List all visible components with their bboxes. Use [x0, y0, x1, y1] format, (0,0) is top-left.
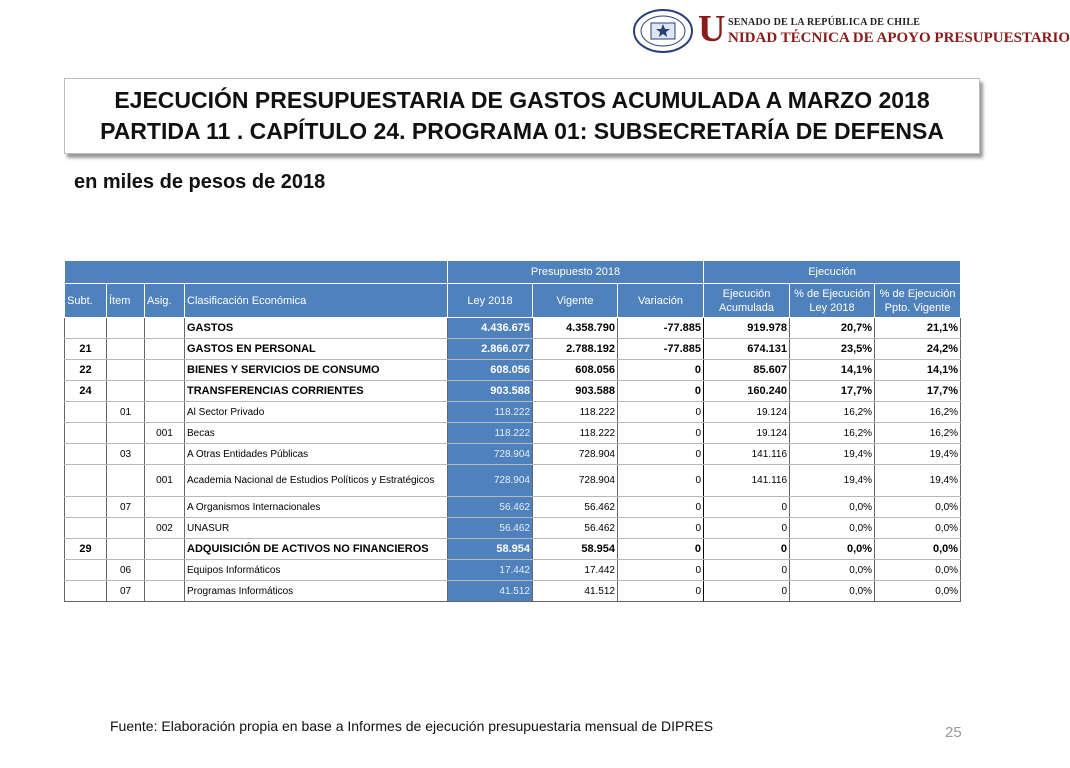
cell-ejecucion: 919.978 — [704, 318, 790, 339]
source-note: Fuente: Elaboración propia en base a Informes de ejecución presupuestaria mensual de DIPRES — [110, 718, 714, 734]
budget-table — [64, 260, 961, 602]
cell-pct-ley: 16,2% — [790, 402, 875, 423]
cell-clasificacion: Equipos Informáticos — [185, 560, 448, 581]
cell-vigente: 56.462 — [533, 518, 618, 539]
cell-pct-vigente: 0,0% — [875, 560, 961, 581]
cell-pct-ley: 19,4% — [790, 444, 875, 465]
subtitle: en miles de pesos de 2018 — [74, 171, 326, 193]
header-ley: Ley 2018 — [448, 284, 533, 318]
cell-variacion: -77.885 — [618, 339, 704, 360]
cell-vigente: 41.512 — [533, 581, 618, 602]
header-variacion: Variación — [618, 284, 704, 318]
header-asig: Asig. — [145, 284, 185, 318]
cell-clasificacion: BIENES Y SERVICIOS DE CONSUMO — [185, 360, 448, 381]
cell-subt: 29 — [65, 539, 107, 560]
cell-vigente: 118.222 — [533, 423, 618, 444]
header-pct-vigente-l2: Ppto. Vigente — [884, 301, 951, 314]
table-row — [65, 560, 961, 581]
cell-item: 07 — [107, 581, 145, 602]
table-row — [65, 402, 961, 423]
cell-pct-vigente: 24,2% — [875, 339, 961, 360]
cell-clasificacion: Programas Informáticos — [185, 581, 448, 602]
header-pct-ley-l1: % de Ejecución — [794, 287, 870, 300]
cell-asig — [145, 560, 185, 581]
cell-vigente: 17.442 — [533, 560, 618, 581]
cell-asig — [145, 381, 185, 402]
cell-pct-ley: 0,0% — [790, 560, 875, 581]
cell-ley: 2.866.077 — [448, 339, 533, 360]
cell-subt — [65, 402, 107, 423]
cell-ley: 4.436.675 — [448, 318, 533, 339]
cell-ejecucion: 141.116 — [704, 444, 790, 465]
cell-item — [107, 339, 145, 360]
table-row — [65, 518, 961, 539]
table-body — [65, 318, 961, 602]
cell-vigente: 2.788.192 — [533, 339, 618, 360]
table-row — [65, 360, 961, 381]
cell-clasificacion: TRANSFERENCIAS CORRIENTES — [185, 381, 448, 402]
cell-ejecucion: 0 — [704, 518, 790, 539]
cell-ejecucion: 85.607 — [704, 360, 790, 381]
table-row — [65, 497, 961, 518]
cell-asig — [145, 497, 185, 518]
table-row — [65, 381, 961, 402]
cell-item: 07 — [107, 497, 145, 518]
cell-item: 03 — [107, 444, 145, 465]
cell-item — [107, 423, 145, 444]
cell-clasificacion: Becas — [185, 423, 448, 444]
header-pct-vigente-l1: % de Ejecución — [879, 287, 956, 300]
group-header-ejecucion: Ejecución — [704, 261, 961, 284]
cell-ejecucion: 0 — [704, 560, 790, 581]
cell-ley: 903.588 — [448, 381, 533, 402]
cell-pct-ley: 23,5% — [790, 339, 875, 360]
cell-ley: 58.954 — [448, 539, 533, 560]
cell-vigente: 608.056 — [533, 360, 618, 381]
cell-variacion: 0 — [618, 465, 704, 497]
cell-variacion: 0 — [618, 444, 704, 465]
cell-vigente: 118.222 — [533, 402, 618, 423]
table-row — [65, 339, 961, 360]
cell-ejecucion: 19.124 — [704, 402, 790, 423]
cell-subt — [65, 560, 107, 581]
header-blank — [65, 261, 448, 284]
cell-subt — [65, 518, 107, 539]
cell-pct-vigente: 0,0% — [875, 497, 961, 518]
cell-pct-ley: 16,2% — [790, 423, 875, 444]
header-vigente: Vigente — [533, 284, 618, 318]
cell-ley: 41.512 — [448, 581, 533, 602]
cell-clasificacion: UNASUR — [185, 518, 448, 539]
cell-item: 01 — [107, 402, 145, 423]
cell-clasificacion: GASTOS — [185, 318, 448, 339]
header-subt: Subt. — [65, 284, 107, 318]
header-pct-vigente — [875, 284, 961, 318]
cell-asig — [145, 360, 185, 381]
cell-subt — [65, 465, 107, 497]
cell-clasificacion: A Organismos Internacionales — [185, 497, 448, 518]
cell-pct-vigente: 0,0% — [875, 581, 961, 602]
cell-vigente: 728.904 — [533, 444, 618, 465]
cell-pct-vigente: 17,7% — [875, 381, 961, 402]
table-row — [65, 539, 961, 560]
cell-pct-vigente: 21,1% — [875, 318, 961, 339]
cell-variacion: 0 — [618, 497, 704, 518]
cell-ley: 728.904 — [448, 444, 533, 465]
cell-ejecucion: 141.116 — [704, 465, 790, 497]
cell-variacion: 0 — [618, 381, 704, 402]
logo-senate-text: SENADO DE LA REPÚBLICA DE CHILE — [728, 17, 921, 28]
logo-unit-text: NIDAD TÉCNICA DE APOYO PRESUPUESTARIO — [728, 30, 1070, 46]
table-row — [65, 465, 961, 497]
cell-vigente: 56.462 — [533, 497, 618, 518]
cell-clasificacion: ADQUISICIÓN DE ACTIVOS NO FINANCIEROS — [185, 539, 448, 560]
table-row — [65, 444, 961, 465]
cell-subt — [65, 581, 107, 602]
cell-clasificacion: Academia Nacional de Estudios Políticos y Estratégicos — [185, 465, 448, 497]
cell-asig — [145, 581, 185, 602]
cell-pct-ley: 17,7% — [790, 381, 875, 402]
cell-ejecucion: 674.131 — [704, 339, 790, 360]
cell-subt — [65, 318, 107, 339]
cell-asig — [145, 539, 185, 560]
cell-item — [107, 539, 145, 560]
cell-vigente: 903.588 — [533, 381, 618, 402]
cell-pct-vigente: 19,4% — [875, 444, 961, 465]
cell-asig — [145, 318, 185, 339]
cell-item: 06 — [107, 560, 145, 581]
cell-subt — [65, 423, 107, 444]
cell-asig: 001 — [145, 465, 185, 497]
cell-subt: 24 — [65, 381, 107, 402]
header-ejecucion-acumulada — [704, 284, 790, 318]
group-header-presupuesto: Presupuesto 2018 — [448, 261, 704, 284]
logo-header — [632, 8, 1070, 58]
cell-ejecucion: 160.240 — [704, 381, 790, 402]
cell-ejecucion: 0 — [704, 581, 790, 602]
cell-variacion: 0 — [618, 581, 704, 602]
cell-item — [107, 465, 145, 497]
table-row — [65, 581, 961, 602]
cell-vigente: 728.904 — [533, 465, 618, 497]
cell-variacion: 0 — [618, 360, 704, 381]
cell-variacion: 0 — [618, 560, 704, 581]
cell-ley: 118.222 — [448, 402, 533, 423]
cell-pct-ley: 0,0% — [790, 539, 875, 560]
cell-vigente: 58.954 — [533, 539, 618, 560]
cell-clasificacion: A Otras Entidades Públicas — [185, 444, 448, 465]
cell-variacion: 0 — [618, 518, 704, 539]
cell-clasificacion: Al Sector Privado — [185, 402, 448, 423]
cell-subt — [65, 497, 107, 518]
cell-asig: 002 — [145, 518, 185, 539]
cell-pct-vigente: 0,0% — [875, 539, 961, 560]
cell-pct-ley: 19,4% — [790, 465, 875, 497]
cell-asig — [145, 444, 185, 465]
cell-ley: 728.904 — [448, 465, 533, 497]
header-item: Ítem — [107, 284, 145, 318]
cell-asig — [145, 339, 185, 360]
cell-pct-ley: 14,1% — [790, 360, 875, 381]
cell-clasificacion: GASTOS EN PERSONAL — [185, 339, 448, 360]
cell-pct-ley: 0,0% — [790, 497, 875, 518]
cell-variacion: 0 — [618, 539, 704, 560]
cell-ley: 17.442 — [448, 560, 533, 581]
cell-asig — [145, 402, 185, 423]
cell-subt: 21 — [65, 339, 107, 360]
header-ejecucion-acumulada-l2: Acumulada — [719, 301, 775, 314]
cell-variacion: 0 — [618, 423, 704, 444]
cell-ley: 56.462 — [448, 497, 533, 518]
cell-ejecucion: 19.124 — [704, 423, 790, 444]
cell-item — [107, 360, 145, 381]
title-box — [64, 78, 980, 154]
cell-asig: 001 — [145, 423, 185, 444]
cell-variacion: 0 — [618, 402, 704, 423]
title-line-2: PARTIDA 11 . CAPÍTULO 24. PROGRAMA 01: SUBSECRETARÍA DE DEFENSA — [100, 118, 944, 144]
cell-pct-ley: 0,0% — [790, 518, 875, 539]
cell-pct-ley: 0,0% — [790, 581, 875, 602]
cell-ejecucion: 0 — [704, 539, 790, 560]
header-pct-ley-l2: Ley 2018 — [809, 301, 855, 314]
page-number: 25 — [945, 724, 962, 741]
cell-vigente: 4.358.790 — [533, 318, 618, 339]
cell-variacion: -77.885 — [618, 318, 704, 339]
cell-item — [107, 318, 145, 339]
cell-ley: 608.056 — [448, 360, 533, 381]
header-pct-ley — [790, 284, 875, 318]
header-clasificacion: Clasificación Económica — [185, 284, 448, 318]
cell-pct-vigente: 19,4% — [875, 465, 961, 497]
cell-ejecucion: 0 — [704, 497, 790, 518]
cell-pct-vigente: 0,0% — [875, 518, 961, 539]
table-row — [65, 318, 961, 339]
logo-u-letter: U — [698, 8, 726, 50]
cell-item — [107, 518, 145, 539]
title-line-1: EJECUCIÓN PRESUPUESTARIA DE GASTOS ACUMULADA A MARZO 2018 — [114, 87, 930, 113]
cell-pct-vigente: 16,2% — [875, 423, 961, 444]
table-row — [65, 423, 961, 444]
header-ejecucion-acumulada-l1: Ejecución — [722, 287, 771, 300]
cell-subt: 22 — [65, 360, 107, 381]
cell-ley: 56.462 — [448, 518, 533, 539]
cell-item — [107, 381, 145, 402]
cell-pct-ley: 20,7% — [790, 318, 875, 339]
senate-seal-icon — [632, 8, 694, 54]
cell-ley: 118.222 — [448, 423, 533, 444]
cell-pct-vigente: 16,2% — [875, 402, 961, 423]
cell-pct-vigente: 14,1% — [875, 360, 961, 381]
cell-subt — [65, 444, 107, 465]
